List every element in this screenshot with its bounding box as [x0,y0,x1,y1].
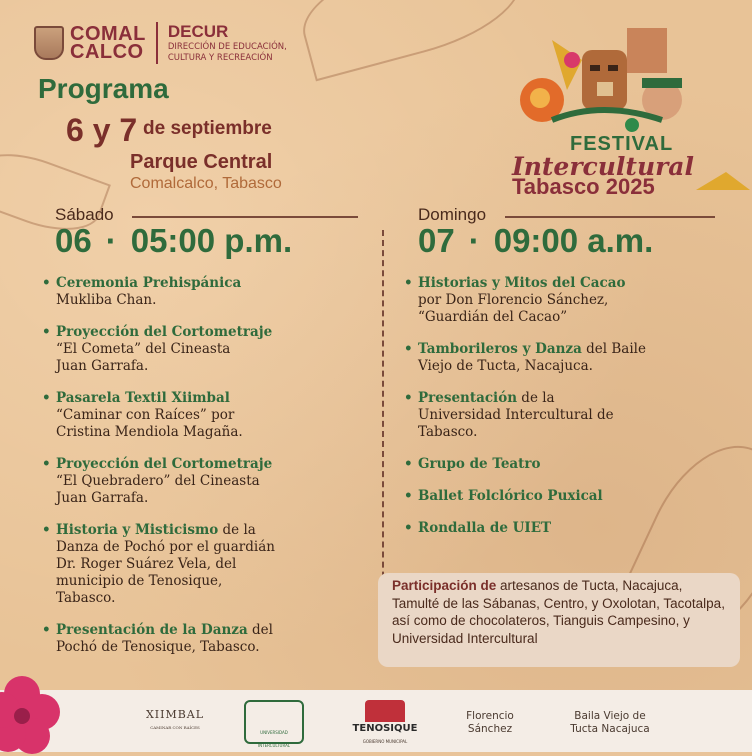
sunday-label: Domingo [418,205,487,224]
flower-icon [0,672,64,756]
participation-text: Participación de artesanos de Tucta, Nacajuca, Tamulté de las Sábanas, Centro, y Oxolotan, Tacotalpa, así como de chocolateros, Tianguis Campesino, y Universidad Intercultural [392,578,725,646]
city: Comalcalco, Tabasco [130,175,282,192]
decur-subtitle: DIRECCIÓN DE EDUCACIÓN, CULTURA Y RECREACIÓN [167,42,287,63]
saturday-time: 06 · 05:00 p.m. [55,222,293,259]
tenosique-logo: TENOSIQUE GOBIERNO MUNICIPAL [350,700,420,748]
sponsor-baile: Baila Viejo de Tucta Nacajuca [570,710,650,735]
logo-divider [156,22,158,64]
event-month: de septiembre [143,118,272,139]
sunday-schedule [404,275,744,537]
programa-title: Programa [38,73,169,104]
list-item: • Presentación de la Universidad Intercultural de Tabasco. [404,390,744,441]
crest-icon [34,26,64,60]
comalcalco-wordmark: COMAL CALCO [70,23,146,63]
sunday-rule [505,216,715,218]
event-days: 6 y 7 [66,112,138,148]
decorative-arrow [696,172,750,190]
sunday-time: 07 · 09:00 a.m. [418,222,654,259]
sponsor-florencio: Florencio Sánchez [466,710,514,735]
list-item: • Grupo de Teatro [404,456,744,473]
list-item: • Tamborileros y Danza del Baile Viejo de Tucta, Nacajuca. [404,341,744,375]
decur-title: DECUR [167,22,229,41]
festival-line1: FESTIVAL [570,133,674,155]
saturday-rule [132,216,358,218]
list-item: • Historias y Mitos del Cacao por Don Florencio Sánchez, “Guardián del Cacao” [404,275,744,326]
festival-illustration [512,20,692,140]
uiet-logo: UNIVERSIDAD INTERCULTURAL [244,700,304,744]
saturday-label: Sábado [55,205,114,224]
list-item: • Historia y Misticismo de la Danza de Pochó por el guardián Dr. Roger Suárez Vela, del municipio de Tenosique, Tabasco. [42,522,372,607]
list-item: • Presentación de la Danza del Pochó de Tenosique, Tabasco. [42,622,372,656]
saturday-schedule [42,275,372,656]
list-item: • Ballet Folclórico Puxical [404,488,744,505]
list-item: • Rondalla de UIET [404,520,744,537]
list-item: • Proyección del Cortometraje “El Cometa” del Cineasta Juan Garrafa. [42,324,372,375]
comalcalco-logo [34,22,287,64]
festival-line2: Intercultural [512,152,694,181]
festival-line3: Tabasco 2025 [512,174,655,199]
list-item: • Ceremonia Prehispánica Mukliba Chan. [42,275,372,309]
list-item: • Pasarela Textil Xiimbal “Caminar con Raíces” por Cristina Mendiola Magaña. [42,390,372,441]
list-item: • Proyección del Cortometraje “El Quebradero” del Cineasta Juan Garrafa. [42,456,372,507]
xiimbal-logo: XIIMBAL CAMINAR CON RAÍCES [145,708,205,730]
venue: Parque Central [130,151,273,173]
